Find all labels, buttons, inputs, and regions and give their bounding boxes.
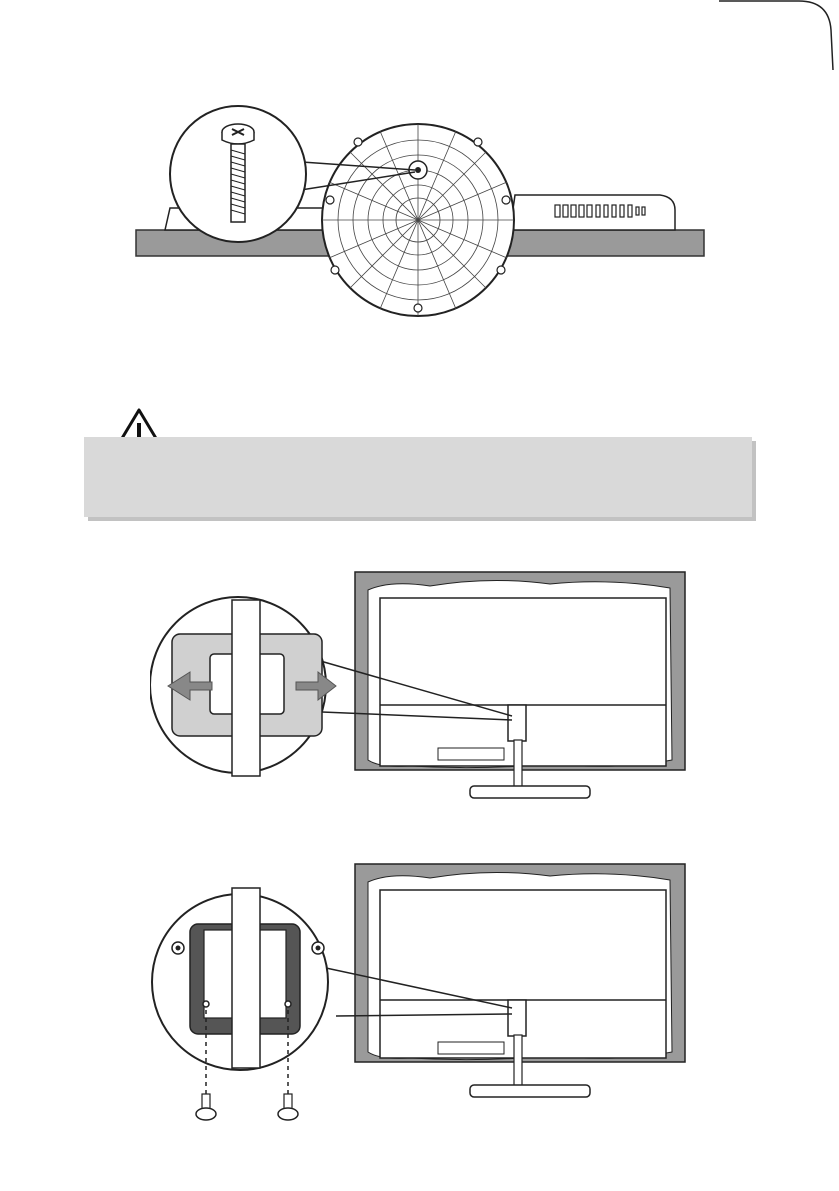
figure-remove-base-screw bbox=[130, 100, 710, 325]
screw-icon bbox=[278, 1094, 298, 1120]
zoom-callout bbox=[170, 106, 306, 242]
zoom-callout bbox=[152, 888, 328, 1070]
page-corner-curve bbox=[719, 0, 839, 70]
figure-release-bracket bbox=[150, 570, 690, 810]
figure-bracket-screws bbox=[150, 862, 690, 1130]
warning-box bbox=[84, 437, 752, 517]
base-plate bbox=[322, 124, 514, 316]
vent-slots bbox=[555, 205, 645, 217]
zoom-callout bbox=[150, 597, 336, 776]
screw-icon bbox=[196, 1094, 216, 1120]
